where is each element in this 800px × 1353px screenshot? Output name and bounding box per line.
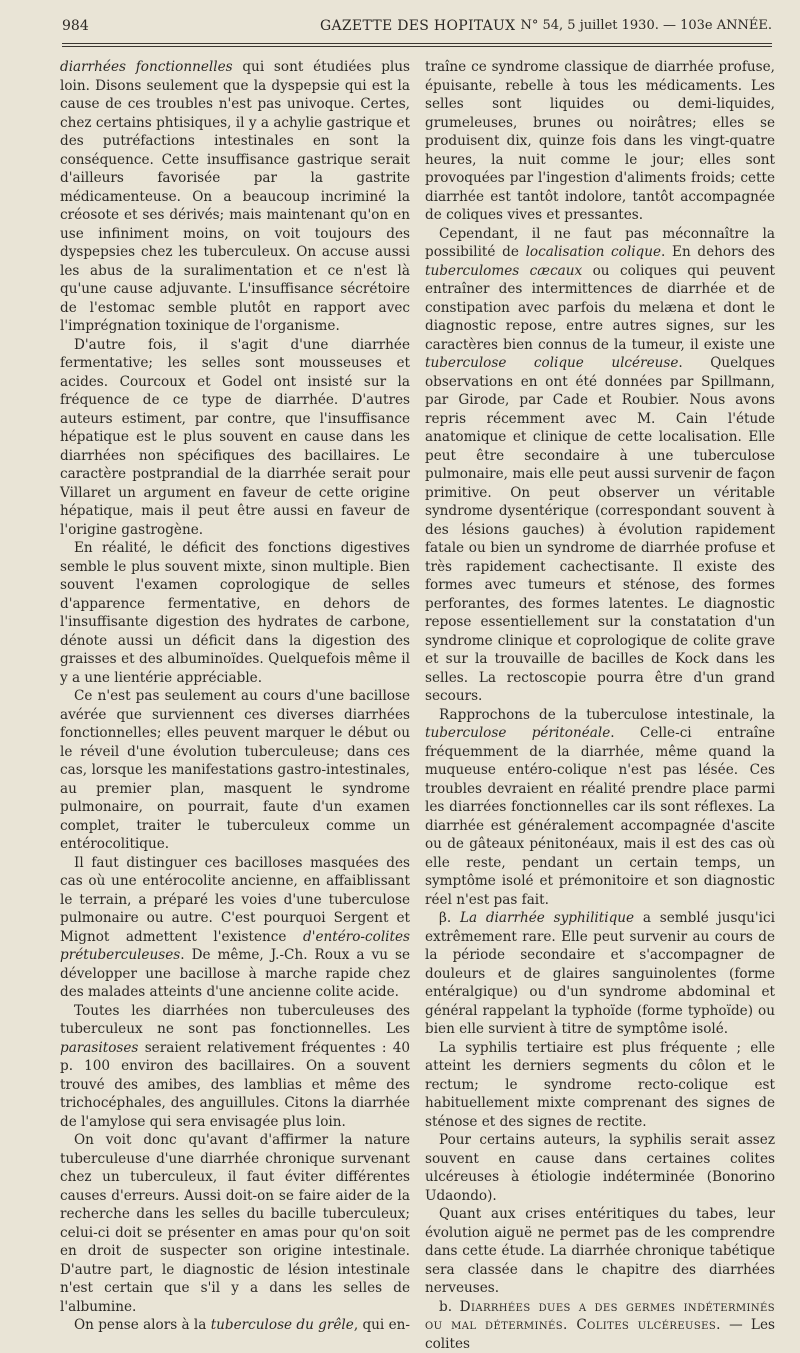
italic-term: tuberculose du grêle [211,1317,354,1333]
italic-term: La diarrhée syphilitique [460,910,634,926]
running-header [62,14,772,40]
section-heading: Diarrhées dues a des germes indéterminés ou mal déterminés. Colites ulcéreuses. [425,1299,775,1334]
text-run: Pour certains auteurs, la syphilis serait assez souvent en cause dans certaines colites ulcéreuses à étiologie indéterminée (Bonorino Udaondo). [425,1132,775,1204]
text-run: Cependant, il ne faut pas méconnaître la possibilité de [425,226,775,261]
text-run: — Les colites [425,1317,775,1352]
paragraph [425,1205,775,1298]
issue-info: N° 54, 5 juillet 1930. — 103e ANNÉE. [520,18,772,33]
header-rule-double [62,46,772,47]
paragraph: Toutes les diarrhées non tuberculeuses des tuberculeux ne sont pas fonctionnelles. Les parasitoses seraient relativement fréquentes : 40 p. 100 environ des bacillaires. On a souvent trouvé des amibes, des lamblias et même des trichocéphales, des anguillules. Citons la diarrhée de l'amylose qui sera envisagée plus loin. [60,1002,410,1132]
paragraph: Il faut distinguer ces bacilloses masquées des cas où une entérocolite ancienne, en affaiblissant le terrain, a préparé les voies d'une tuberculose pulmonaire ou autre. C'est pourquoi Sergent et Mignot admettent l'existence d'entéro-colites prétuberculeuses. De même, J.-Ch. Roux a vu se développer une bacillose à marche rapide chez des malades atteints d'une ancienne colite acide. [60,854,410,1002]
paragraph: Ce n'est pas seulement au cours d'une bacillose avérée que surviennent ces diverses diarrhées fonctionnelles; elles peuvent marquer le début ou le réveil d'une évolution tuberculeuse; dans ces cas, lorsque les manifestations gastro-intestinales, au premier plan, masquent le syndrome pulmonaire, on pourrait, faute d'un examen complet, traiter le tuberculeux comme un entérocolitique. [60,687,410,854]
paragraph: On pense alors à la tuberculose du grêle, qui en- [60,1316,410,1335]
journal-title: GAZETTE DES HOPITAUX [320,18,515,34]
text-run: ou coliques qui peuvent entraîner des intermittences de diarrhée et de constipation avec parfois du melæna et dont le diagnostic repose, entre autres signes, sur les caractères bien connus de la tumeur, il existe une [425,263,775,353]
paragraph [425,225,775,706]
text-run: . En dehors des [661,244,775,260]
text-run: a semblé jusqu'ici extrêmement rare. Elle peut survenir au cours de la période secondaire et s'accompagner de douleurs et de glaires sanguinolentes (forme entéralgique) ou d'un syndrome abdominal et général rappelant la typhoïde (forme typhoïde) ou bien elle survient à titre de symptôme isolé. [425,910,775,1037]
paragraph: D'autre fois, il s'agit d'une diarrhée fermentative; les selles sont mousseuses et acides. Courcoux et Godel ont insisté sur la fréquence de ce type de diarrhée. D'autres auteurs estiment, par contre, que l'insuffisance hépatique est le plus souvent en cause dans les diarrhées non spécifiques des bacillaires. Le caractère postprandial de la diarrhée serait pour Villaret un argument en faveur de cette origine hépatique, mais il peut être aussi en faveur de l'origine gastrogène. [60,336,410,540]
text-run: b. [439,1299,460,1315]
italic-term: tuberculose colique ulcéreuse [425,355,678,371]
text-run: Rapprochons de la tuberculose intestinale, la [439,707,775,723]
italic-term: tuberculose péritonéale [425,725,610,741]
italic-term: tuberculomes cæcaux [425,263,582,279]
header-rule [62,43,772,44]
paragraph [425,1039,775,1132]
italic-term: d'entéro-colites prétuberculeuses [60,929,410,964]
italic-term: localisation colique [526,244,661,260]
italic-term: diarrhées fonctionnelles [60,59,233,75]
right-column [425,58,775,1138]
paragraph: On voit donc qu'avant d'affirmer la nature tuberculeuse d'une diarrhée chronique survenant chez un tuberculeux, il faut éviter différentes causes d'erreurs. Aussi doit-on se faire aider de la recherche dans les selles du bacille tuberculeux; celui-ci doit se présenter en amas pour qu'on soit en droit de suspecter son origine intestinale. D'autre part, le diagnostic de lésion intestinale n'est certain que s'il y a dans les selles de l'albumine. [60,1131,410,1316]
paragraph: traîne ce syndrome classique de diarrhée profuse, épuisante, rebelle à tous les médicaments. Les selles sont liquides ou demi-liquides, grumeleuses, brunes ou noirâtres; elles se produisent dix, quinze fois dans les vingt-quatre heures, la nuit comme le jour; elles sont provoquées par l'ingestion d'aliments froids; cette diarrhée est tantôt indolore, tantôt accompagnée de coliques vives et pressantes. [425,58,775,225]
text-run: β. [439,910,460,926]
paragraph [425,706,775,910]
text-run: La syphilis tertiaire est plus fréquente ; elle atteint les derniers segments du côlon et le rectum; le syndrome recto-colique est habituellement mixte comprenant des signes de sténose et des signes de rectite. [425,1040,775,1130]
paragraph [425,1298,775,1353]
paragraph: En réalité, le déficit des fonctions digestives semble le plus souvent mixte, sinon multiple. Bien souvent l'examen coprologique de selles d'apparence fermentative, en dehors de l'insuffisante digestion des hydrates de carbone, dénote aussi un déficit dans la digestion des graisses et des albuminoïdes. Quelquefois même il y a une lientérie appréciable. [60,539,410,687]
paragraph [425,1131,775,1205]
text-run: Quant aux crises entéritiques du tabes, leur évolution aiguë ne permet pas de les comprendre dans cette étude. La diarrhée chronique tabétique sera classée dans le chapitre des diarrhées nerveuses. [425,1206,775,1296]
page-number: 984 [62,18,89,34]
text-run: . Quelques observations en ont été données par Spillmann, par Girode, par Cade et Roubier. Nous avons repris récemment avec M. Cain l'étude anatomique et clinique de cette localisation. Elle peut être secondaire à une tuberculose pulmonaire, mais elle peut aussi survenir de façon primitive. On peut observer un véritable syndrome dysentérique (correspondant souvent à des lésions gauches) à évolution rapidement fatale ou bien un syndrome de diarrhée profuse et très rapidement cachectisante. Il existe des formes avec tumeurs et sténose, des formes perforantes, des formes latentes. Le diagnostic repose essentiellement sur la constatation d'un syndrome clinique et coprologique de colite grave et sur la trouvaille de bacilles de Kock dans les selles. La rectoscopie pourra être d'un grand secours. [425,355,775,704]
left-column [60,58,410,1138]
italic-term: parasitoses [60,1040,138,1056]
paragraph: diarrhées fonctionnelles qui sont étudiées plus loin. Disons seulement que la dyspepsie qui est la cause de ces troubles n'est pas univoque. Certes, chez certains phtisiques, il y a achylie gastrique et des putréfactions intestinales en sont la conséquence. Cette insuffisance gastrique serait d'ailleurs favorisée par la gastrite médicamenteuse. On a beaucoup incriminé la créosote et ses dérivés; mais maintenant qu'on en use infiniment moins, on voit toujours des dyspepsies chez les tuberculeux. On accuse aussi les abus de la suralimentation et ce n'est là qu'une cause adjuvante. L'insuffisance sécrétoire de l'estomac semble plutôt en rapport avec l'imprégnation toxinique de l'organisme. [60,58,410,336]
paragraph [425,909,775,1039]
text-run: . Celle-ci entraîne fréquemment de la diarrhée, même quand la muqueuse entéro-colique n'est pas lésée. Ces troubles devraient en réalité prendre place parmi les diarrées fonctionnelles car ils sont réflexes. La diarrhée est généralement accompagnée d'ascite ou de gâteaux pénitonéaux, mais il est des cas où elle reste, pendant un certain temps, un symptôme isolé et prémonitoire et son diagnostic réel n'est pas fait. [425,725,775,908]
